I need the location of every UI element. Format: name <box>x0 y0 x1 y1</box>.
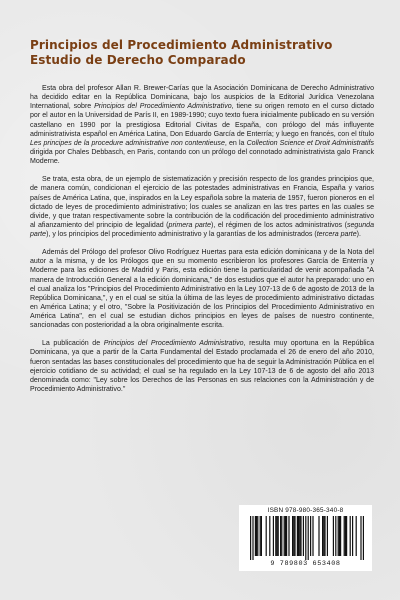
barcode-bar <box>284 516 285 556</box>
barcode-bar <box>308 516 309 560</box>
paragraph-4 <box>30 339 374 394</box>
text-run: , en la <box>224 139 247 147</box>
isbn-barcode <box>239 505 372 571</box>
text-run: dirigida por Chales Debbasch, en Paris, contando con un prólogo del connotado administrativista galo Franck Moderne. <box>30 149 374 166</box>
barcode-bar <box>324 516 325 556</box>
italic-text: Collection Science et Droit Administratifs <box>246 139 374 147</box>
barcode-bar <box>345 516 346 556</box>
barcode-bar <box>280 516 281 556</box>
text-run: Además del Prólogo del profesor Olivo Rodríguez Huertas para esta edición dominicana y de la Nota del autor a la misma, y de los Prólogos que en su momento escribieron los profesores García de Enterría y Moderne para las ediciones de Madrid y Paris, esta edición tiene la particularidad de venir acompañada "A manera de Introducción General a la edición dominicana," de dos estudios que el autor ha preparado: uno en el cual analiza los "Principios del Procedimiento Administrativo en la Ley 107-13 de 6 de agosto de 2013 de la República Dominicana,", y en el cual se sitúa la última de las leyes de procedimiento administrativo dictadas en América Latina; y el otro, "Sobre la Positivización de los Principios del Procedimiento Administrativo en América Latina", en el cual se estudian dichos principios en leyes de países de nuestro continente, sancionadas con posterioridad a la obra originalmente escrita. <box>30 249 374 330</box>
barcode-bar <box>255 516 256 556</box>
barcode-bar <box>261 516 262 556</box>
barcode-bar <box>339 516 340 556</box>
text-run: Se trata, esta obra, de un ejemplo de sistematización y precisión respecto de los grandes principios que, de manera común, condicionan el ejercicio de las potestades administrativas en Francia, España y varios países de América Latina, que, inspirados en la Ley española sobre la materia de 1957, fueron pioneros en el dictado de leyes de procedimiento administrativo; los cuales se analizan en las tres partes en las cuales se divide, y que tratan respectivamente sobre la contribución de la codificación del procedimiento administrativo al afianzamiento del principio de legalidad ( <box>30 176 374 229</box>
barcode-bar <box>266 516 267 556</box>
barcode-bar <box>260 516 261 556</box>
barcode-bar <box>250 516 251 560</box>
barcode-bar <box>299 516 300 556</box>
barcode-bar <box>318 516 319 556</box>
barcode-bar <box>288 516 289 556</box>
barcode-bar <box>322 516 323 556</box>
barcode-bar <box>303 516 304 556</box>
barcode-bar <box>273 516 274 556</box>
barcode-bar <box>275 516 276 556</box>
barcode-bar <box>327 516 328 556</box>
text-run: , tiene su origen remoto en el curso dictado por el autor en la Universidad de París II, en 1989-1990; cuyo texto fuera inicialmente publicado en su versión castellano en 1990 por la prestigiosa Editorial Civitas de España, con prólogo del más influyente administrativista español en América Latina, Don Eduardo García de Enterría; y luego en francés, con el título <box>30 103 374 138</box>
book-subtitle: Estudio de Derecho Comparado <box>30 52 246 67</box>
barcode-bar <box>286 516 287 556</box>
synopsis-text <box>30 84 374 403</box>
barcode-bar <box>363 516 364 560</box>
paragraph-3 <box>30 248 374 330</box>
barcode-bar <box>294 516 295 556</box>
italic-text: primera parte <box>168 221 212 229</box>
text-run: , resulta muy oportuna en la República Dominicana, ya que a partir de la Carta Fundamental del Estado proclamada el 26 de enero del año 2010, fueron sentadas las bases constitucionales del procedimiento que ha de seguir la Administración Pública en el ejercicio cotidiano de su actividad; el cual se ha regulado en la Ley 107-13 de 6 de agosto del año 2013 denominada como: "Ley sobre los Derechos de las Personas en sus relaciones con la Administración y de Procedimiento Administrativo." <box>30 340 374 394</box>
barcode-bar <box>269 516 270 556</box>
barcode-bar <box>323 516 324 556</box>
barcode-bar <box>292 516 293 556</box>
italic-text: Principios del Procedimiento Administrativo <box>103 340 244 348</box>
barcode-bar <box>285 516 286 556</box>
barcode-bar <box>297 516 298 556</box>
text-run: ), y los principios del procedimiento administrativo y la garantías de los administrados ( <box>46 231 317 239</box>
barcode-bar <box>346 516 347 556</box>
italic-text: tercera parte <box>316 231 357 239</box>
barcode-bar <box>278 516 279 556</box>
barcode-bar <box>360 516 361 560</box>
barcode-bar <box>300 516 301 556</box>
barcode-bar <box>338 516 339 556</box>
italic-text: Les principes de la procedure administrative non contentieuse <box>30 139 225 147</box>
barcode-bar <box>281 516 282 556</box>
text-run: ). <box>356 231 361 239</box>
italic-text: segunda parte <box>30 221 374 239</box>
barcode-bar <box>256 516 257 556</box>
barcode-digits: 9 789803 653408 <box>270 560 341 568</box>
text-run: Esta obra del profesor Allan R. Brewer-Carías que la Asociación Dominicana de Derecho Administrativo ha decidido editar en la República Dominicana, bajo los auspicios de la Editorial Jurídica Venezolana International, sobre <box>30 85 374 111</box>
text-run: La publicación de <box>42 340 104 348</box>
isbn-label: ISBN 978-980-365-340-8 <box>267 507 344 514</box>
italic-text: Principios del Procedimiento Administrativo <box>94 103 232 111</box>
barcode-bar <box>352 516 353 556</box>
barcode-bar <box>335 516 336 556</box>
barcode-bar <box>276 516 277 556</box>
barcode-bar <box>312 516 313 556</box>
barcode-bar <box>257 516 258 556</box>
barcode-bar <box>340 516 341 556</box>
barcode-bar <box>305 516 306 560</box>
barcode-bars <box>244 516 367 560</box>
barcode-bar <box>298 516 299 556</box>
barcode-bar <box>333 516 334 556</box>
barcode-bar <box>344 516 345 556</box>
barcode-bar <box>252 516 253 560</box>
barcode-bar <box>350 516 351 556</box>
book-title: Principios del Procedimiento Administrativo <box>30 38 333 52</box>
paragraph-2 <box>30 175 374 239</box>
paragraph-1 <box>30 84 374 166</box>
text-run: ), el régimen de los actos administrativos ( <box>211 221 347 229</box>
barcode-bar <box>356 516 357 556</box>
barcode-bar <box>293 516 294 556</box>
title-block <box>30 38 370 67</box>
barcode-bar <box>310 516 311 556</box>
